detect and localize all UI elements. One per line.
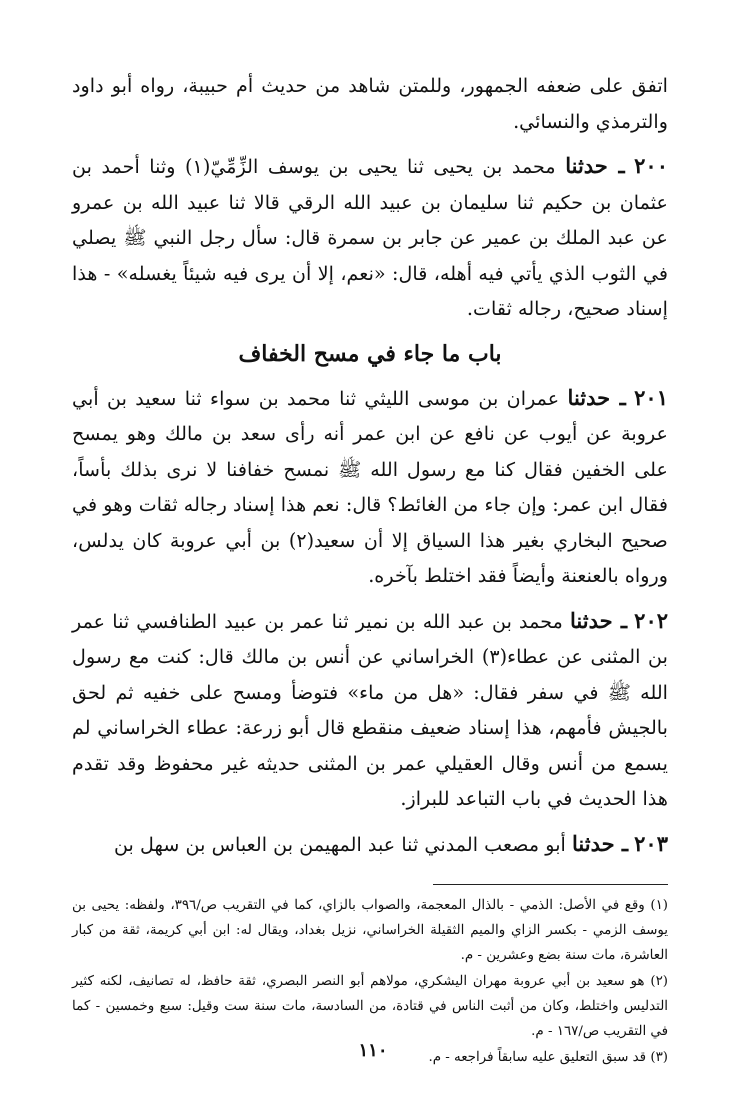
hadith-lead-word: حدثنا	[571, 830, 615, 856]
page-number: ١١٠	[358, 1040, 388, 1061]
hadith-lead-word: حدثنا	[570, 607, 613, 633]
hadith-number: ٢٠٠	[634, 153, 668, 178]
hadith-lead-word: حدثنا	[565, 153, 608, 178]
hadith-number: ٢٠٢	[634, 607, 669, 633]
hadith-number: ٢٠٣	[634, 830, 668, 856]
paragraph-continuation: اتفق على ضعفه الجمهور، وللمتن شاهد من حديث أم حبيبة، رواه أبو داود والترمذي والنسائي.	[72, 74, 668, 133]
hadith-text: أبو مصعب المدني ثنا عبد المهيمن بن العباس بن سهل بن	[113, 832, 566, 856]
footnote-2: (٢) هو سعيد بن أبي عروبة مهران اليشكري، مولاهم أبو النصر البصري، ثقة حافظ، له تصانيف، لكنه كثير التدليس واختلط، وكان من أثبت الناس في قتادة، من السادسة، مات سنة ست وقيل: سبع وخمسين - كما في التقريب ص/١٦٧ - م.	[72, 974, 668, 1039]
hadith-203: ٢٠٣ ـ حدثنا أبو مصعب المدني ثنا عبد المهيمن بن العباس بن سهل بن	[113, 830, 668, 856]
chapter-heading: باب ما جاء في مسح الخفاف	[238, 340, 502, 367]
hadith-202: ٢٠٢ ـ حدثنا محمد بن عبد الله بن نمير ثنا عمر بن عبيد الطنافسي ثنا عمر بن المثنى عن عطاء(٣) الخراساني عن أنس بن مالك قال: كنت مع رسول الله ﷺ في سفر فقال: «هل من ماء» فتوضأ ومسح على خفيه ثم لحق بالجيش فأمهم، هذا إسناد ضعيف منقطع قال أبو زرعة: عطاء الخراساني لم يسمع من أنس وقال العقيلي عمر بن المثنى حديثه غير محفوظ وقد تقدم هذا الحديث في باب التباعد للبراز.	[72, 607, 669, 810]
hadith-text: محمد بن يحيى ثنا يحيى بن يوسف الزِّمِّيّ(١) وثنا أحمد بن عثمان بن حكيم ثنا سليمان بن عبيد الله الرقي قالا ثنا عبيد الله بن عمرو عن عبد الملك بن عمير عن جابر بن سمرة قال: سأل رجل النبي ﷺ يصلي في الثوب الذي يأتي فيه أهله، قال: «نعم، إلا أن يرى فيه شيئاً يغسله» - هذا إسناد صحيح، رجاله ثقات.	[72, 155, 668, 320]
footnote-divider	[433, 884, 668, 885]
hadith-201: ٢٠١ ـ حدثنا عمران بن موسى الليثي ثنا محمد بن سواء ثنا سعيد بن أبي عروبة عن أيوب عن نافع عن ابن عمر أنه رأى سعد بن مالك وهو يمسح على الخفين فقال كنا مع رسول الله ﷺ نمسح خفافنا لا نرى بذلك بأساً، فقال ابن عمر: وإن جاء من الغائط؟ قال: نعم هذا إسناد رجاله ثقات وهو في صحيح البخاري بغير هذا السياق إلا أن سعيد(٢) بن أبي عروبة كان يدلس، ورواه بالعنعنة وأيضاً فقد اختلط بآخره.	[72, 384, 668, 587]
hadith-lead-word: حدثنا	[567, 384, 611, 410]
footnote-1: (١) وقع في الأصل: الذمي - بالذال المعجمة، والصواب بالزاي، كما في التقريب ص/٣٩٦، ولفظه: يحيى بن يوسف الزمي - بكسر الزاي والميم الثقيلة الخراساني، نزيل بغداد، ويقال له: ابن أبي كريمة، ثقة من كبار العاشرة، مات سنة بضع وعشرين - م.	[72, 898, 668, 963]
hadith-number: ٢٠١	[634, 384, 668, 410]
hadith-text: محمد بن عبد الله بن نمير ثنا عمر بن عبيد الطنافسي ثنا عمر بن المثنى عن عطاء(٣) الخراساني عن أنس بن مالك قال: كنت مع رسول الله ﷺ في سفر فقال: «هل من ماء» فتوضأ ومسح على خفيه ثم لحق بالجيش فأمهم، هذا إسناد ضعيف منقطع قال أبو زرعة: عطاء الخراساني لم يسمع من أنس وقال العقيلي عمر بن المثنى حديثه غير محفوظ وقد تقدم هذا الحديث في باب التباعد للبراز.	[72, 609, 669, 810]
hadith-200: ٢٠٠ ـ حدثنا محمد بن يحيى ثنا يحيى بن يوسف الزِّمِّيّ(١) وثنا أحمد بن عثمان بن حكيم ثنا سليمان بن عبيد الله الرقي قالا ثنا عبيد الله بن عمرو عن عبد الملك بن عمير عن جابر بن سمرة قال: سأل رجل النبي ﷺ يصلي في الثوب الذي يأتي فيه أهله، قال: «نعم، إلا أن يرى فيه شيئاً يغسله» - هذا إسناد صحيح، رجاله ثقات.	[72, 153, 668, 320]
hadith-text: عمران بن موسى الليثي ثنا محمد بن سواء ثنا سعيد بن أبي عروبة عن أيوب عن نافع عن ابن عمر أنه رأى سعد بن مالك وهو يمسح على الخفين فقال كنا مع رسول الله ﷺ نمسح خفافنا لا نرى بذلك بأساً، فقال ابن عمر: وإن جاء من الغائط؟ قال: نعم هذا إسناد رجاله ثقات وهو في صحيح البخاري بغير هذا السياق إلا أن سعيد(٢) بن أبي عروبة كان يدلس، ورواه بالعنعنة وأيضاً فقد اختلط بآخره.	[72, 386, 668, 587]
footnote-3: (٣) قد سبق التعليق عليه سابقاً فراجعه - م.	[428, 1050, 668, 1065]
